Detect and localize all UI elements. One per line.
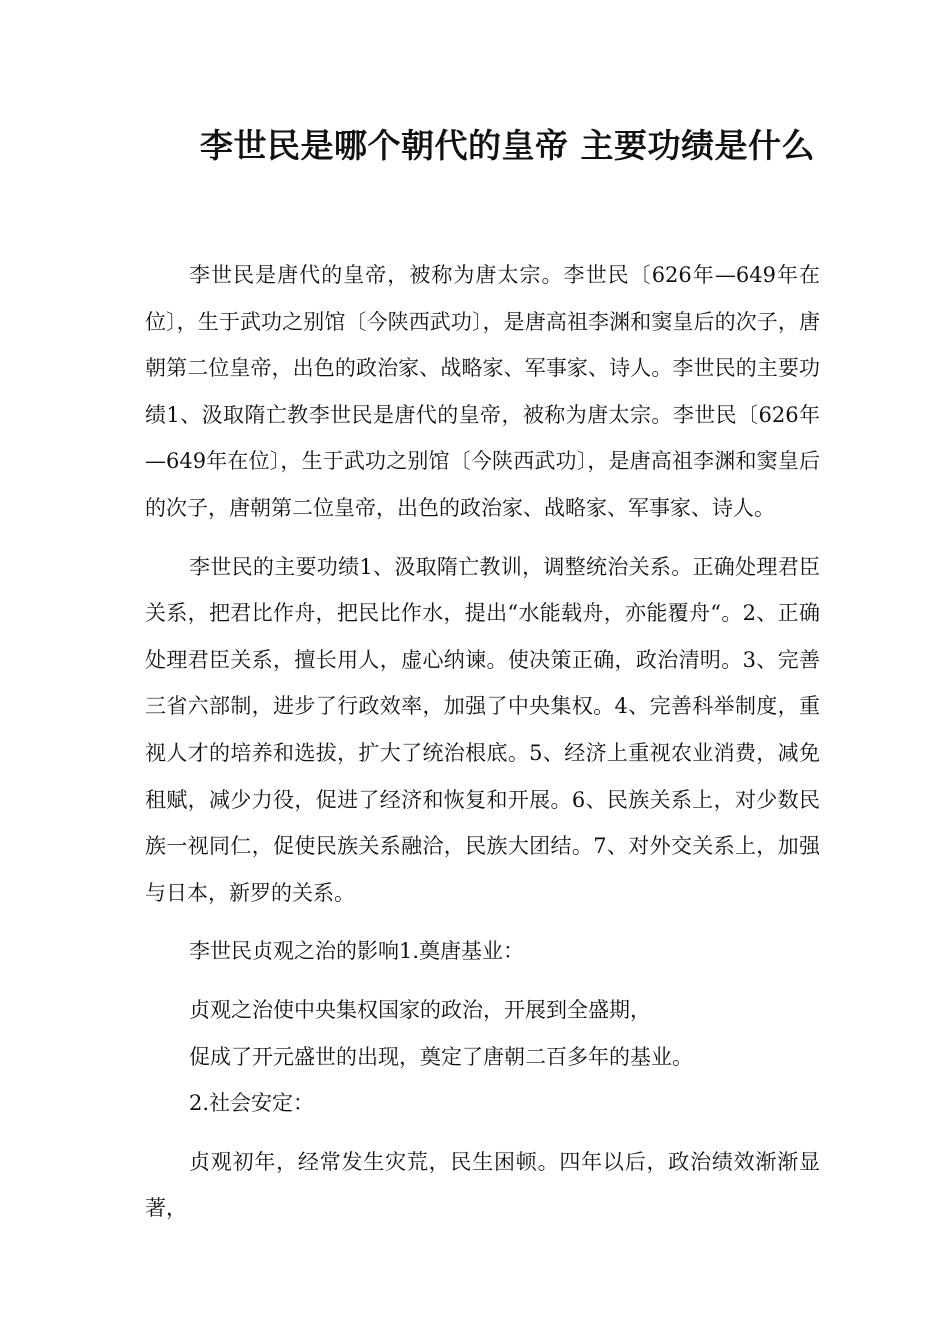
paragraph-intro: 李世民是唐代的皇帝，被称为唐太宗。李世民〔626年—649年在位〕，生于武功之别馆〔今陕西武功〕，是唐高祖李渊和窦皇后的次子，唐朝第二位皇帝，出色的政治家、战略家、军事家、诗人。李世民的主要功绩1、汲取隋亡教李世民是唐代的皇帝，被称为唐太宗。李世民〔626年—649年在位〕，生于武功之别馆〔今陕西武功〕，是唐高祖李渊和窦皇后的次子，唐朝第二位皇帝，出色的政治家、战略家、军事家、诗人。 — [145, 263, 820, 520]
paragraph-influence-line-2: 促成了开元盛世的出现，奠定了唐朝二百多年的基业。 — [189, 1044, 693, 1069]
paragraph-influence-line-1: 贞观之治使中央集权国家的政治，开展到全盛期， — [189, 997, 651, 1022]
paragraph-social-stability: 贞观初年，经常发生灾荒，民生困顿。四年以后，政治绩效渐渐显著， — [145, 1149, 820, 1221]
paragraph-influence-heading: 李世民贞观之治的影响1.奠唐基业： — [189, 939, 525, 964]
paragraph-achievements: 李世民的主要功绩1、汲取隋亡教训，调整统治关系。正确处理君臣关系，把君比作舟，把民比作水，提出“水能载舟，亦能覆舟“。2、正确处理君臣关系，擅长用人，虚心纳谏。使决策正确，政治清明。3、完善三省六部制，进步了行政效率，加强了中央集权。4、完善科举制度，重视人才的培养和选拔，扩大了统治根底。5、经济上重视农业消费，减免租赋，减少力役，促进了经济和恢复和开展。6、民族关系上，对少数民族一视同仁，促使民族关系融洽，民族大团结。7、对外交关系上，加强与日本，新罗的关系。 — [145, 554, 820, 905]
paragraph-social-stability-heading: 2.社会安定： — [189, 1091, 315, 1116]
document-title: 李世民是哪个朝代的皇帝 主要功绩是什么 — [200, 126, 815, 165]
document-body — [145, 252, 820, 1232]
